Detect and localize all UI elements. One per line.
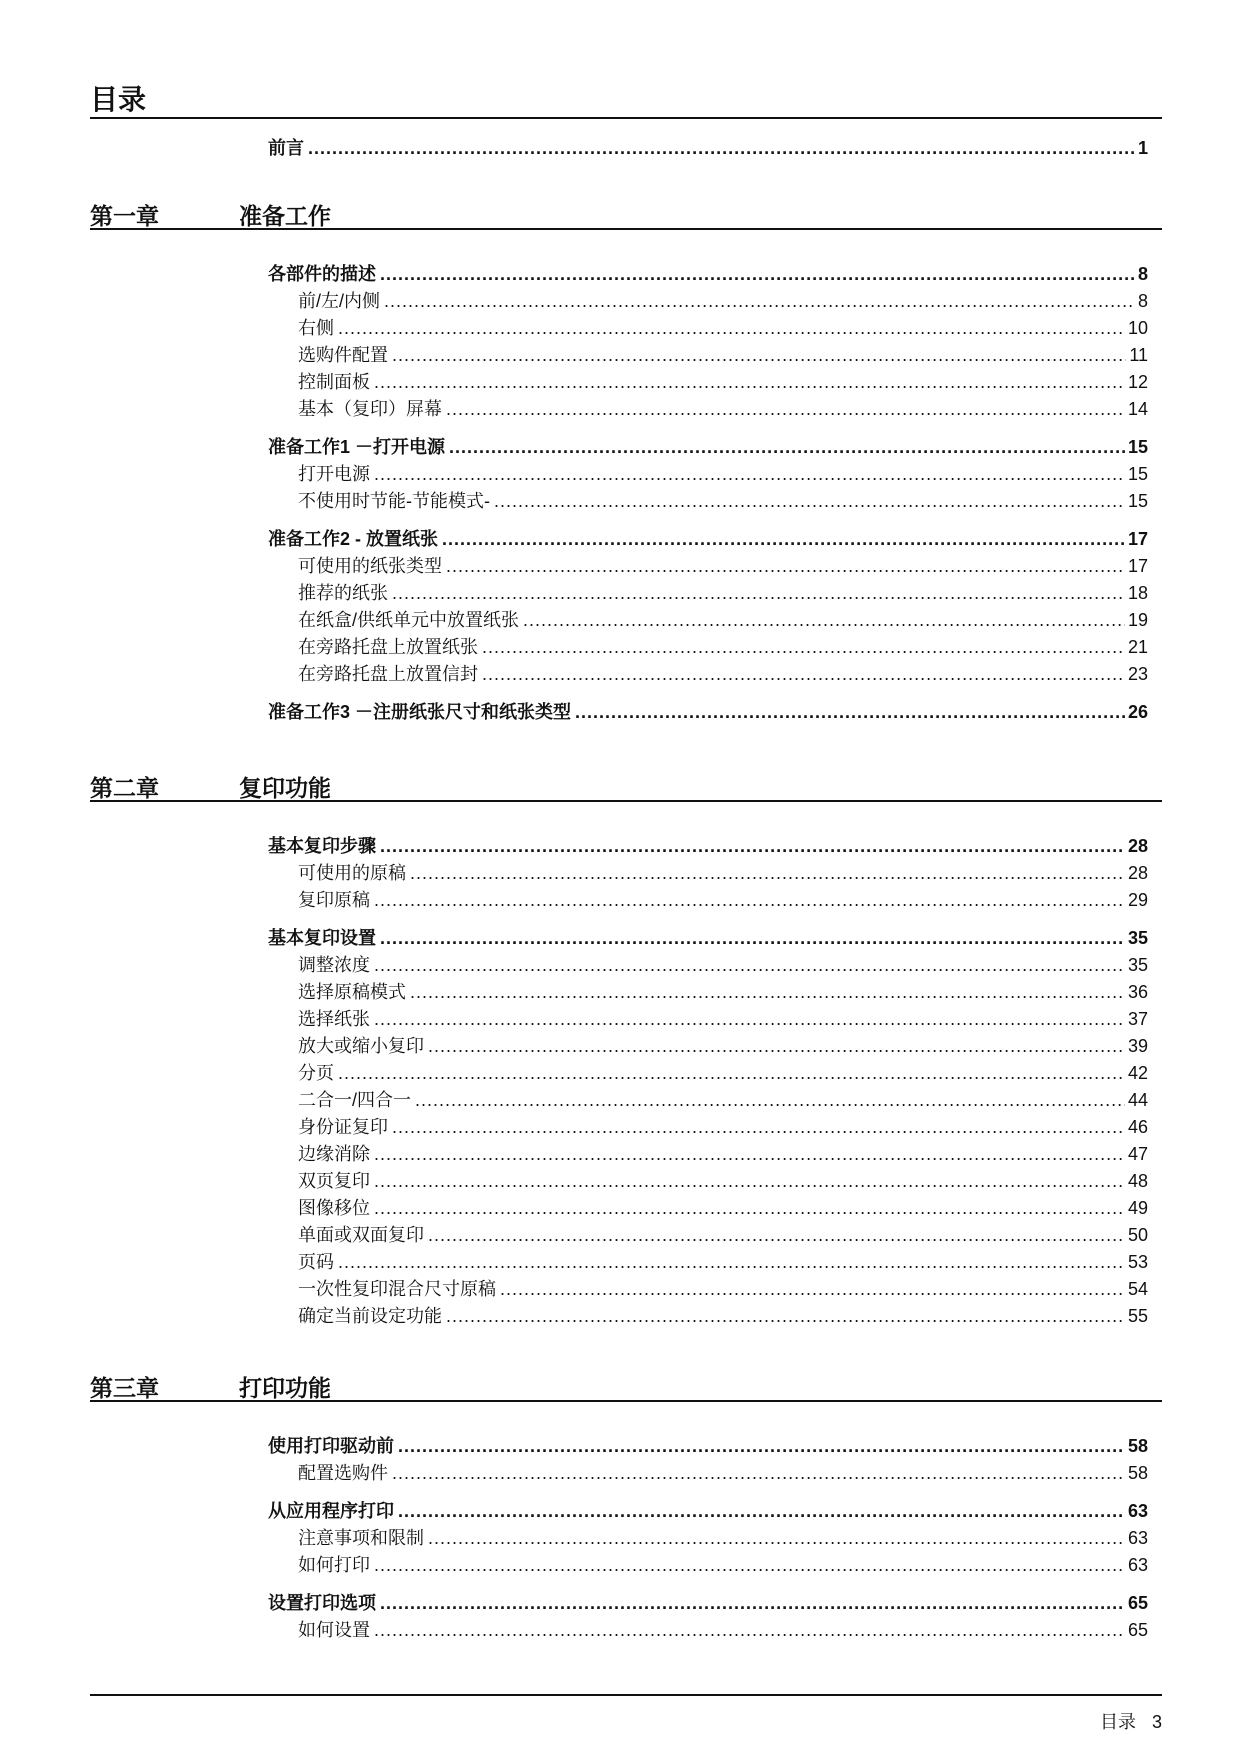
- dot-leader: [374, 887, 1125, 914]
- toc-subsection-entry[interactable]: [268, 1087, 1148, 1114]
- toc-entries: [268, 1433, 1148, 1644]
- toc-subsection-entry[interactable]: [268, 342, 1148, 369]
- entry-page: 47: [1127, 1144, 1148, 1164]
- entry-label: 打开电源: [298, 464, 370, 484]
- entry-page: 15: [1127, 437, 1148, 457]
- toc-subsection-entry[interactable]: [268, 860, 1148, 887]
- toc-entry-preface[interactable]: [268, 135, 1148, 162]
- toc-section-entry[interactable]: [268, 261, 1148, 288]
- entry-page: 10: [1127, 318, 1148, 338]
- entry-label: 基本复印设置: [268, 928, 376, 948]
- entry-page: 11: [1129, 345, 1148, 365]
- entry-page: 63: [1127, 1528, 1148, 1548]
- chapter-heading: [90, 1370, 1162, 1402]
- toc-subsection-entry[interactable]: [268, 396, 1148, 423]
- entry-page: 65: [1127, 1593, 1148, 1613]
- entry-page: 1: [1137, 138, 1148, 158]
- entry-label: 调整浓度: [298, 955, 370, 975]
- toc-subsection-entry[interactable]: [268, 1552, 1148, 1579]
- dot-leader: [374, 952, 1125, 979]
- entry-page: 36: [1127, 982, 1148, 1002]
- entry-label: 二合一/四合一: [298, 1090, 412, 1110]
- toc-subsection-entry[interactable]: [268, 1141, 1148, 1168]
- dot-leader: [374, 369, 1125, 396]
- toc-entries: [268, 833, 1148, 1330]
- dot-leader: [374, 1195, 1125, 1222]
- entry-page: 8: [1137, 264, 1148, 284]
- chapter-number: 第三章: [90, 1375, 159, 1401]
- entry-label: 分页: [298, 1063, 334, 1083]
- entry-label: 边缘消除: [298, 1144, 370, 1164]
- entry-label: 在旁路托盘上放置纸张: [298, 637, 478, 657]
- entry-page: 53: [1127, 1252, 1148, 1272]
- entry-label: 身份证复印: [298, 1117, 388, 1137]
- toc-subsection-entry[interactable]: [268, 1195, 1148, 1222]
- entry-page: 42: [1127, 1063, 1148, 1083]
- chapter-title: 准备工作: [239, 203, 331, 229]
- page-title: 目录: [90, 84, 147, 115]
- toc-section-entry[interactable]: [268, 1433, 1148, 1460]
- entry-page: 18: [1127, 583, 1148, 603]
- entry-page: 37: [1127, 1009, 1148, 1029]
- chapter-number: 第一章: [90, 203, 159, 229]
- entry-label: 选购件配置: [298, 345, 388, 365]
- entry-page: 35: [1127, 928, 1148, 948]
- dot-leader: [415, 1087, 1125, 1114]
- toc-subsection-entry[interactable]: [268, 1222, 1148, 1249]
- dot-leader: [374, 1168, 1125, 1195]
- toc-subsection-entry[interactable]: [268, 887, 1148, 914]
- dot-leader: [380, 1590, 1125, 1617]
- chapter-number: 第二章: [90, 775, 159, 801]
- entry-page: 23: [1127, 664, 1148, 684]
- entry-label: 准备工作2 - 放置纸张: [268, 529, 439, 549]
- entry-page: 19: [1127, 610, 1148, 630]
- entry-label: 前言: [268, 138, 304, 158]
- toc-subsection-entry[interactable]: [268, 1303, 1148, 1330]
- dot-leader: [494, 488, 1125, 515]
- preface-block: [90, 135, 1162, 162]
- footer-label: 目录: [1099, 1712, 1136, 1732]
- dot-leader: [338, 315, 1125, 342]
- toc-section-entry[interactable]: [268, 833, 1148, 860]
- toc-section-entry[interactable]: [268, 434, 1148, 461]
- entry-label: 放大或缩小复印: [298, 1036, 424, 1056]
- page-footer: [1100, 1708, 1162, 1734]
- toc-subsection-entry[interactable]: [268, 634, 1148, 661]
- entry-label: 如何设置: [298, 1620, 370, 1640]
- toc-subsection-entry[interactable]: [268, 1249, 1148, 1276]
- entry-label: 设置打印选项: [268, 1593, 376, 1613]
- toc-subsection-entry[interactable]: [268, 369, 1148, 396]
- toc-group: [268, 261, 1148, 423]
- entry-page: 15: [1127, 491, 1148, 511]
- entry-page: 63: [1127, 1501, 1148, 1521]
- title-rule: [90, 117, 1162, 119]
- entry-label: 推荐的纸张: [298, 583, 388, 603]
- entry-page: 63: [1127, 1555, 1148, 1575]
- footer-rule: [90, 1694, 1162, 1696]
- entry-page: 17: [1127, 529, 1148, 549]
- entry-label: 可使用的纸张类型: [298, 556, 442, 576]
- dot-leader: [428, 1033, 1125, 1060]
- entry-page: 26: [1127, 702, 1148, 722]
- dot-leader: [446, 396, 1125, 423]
- chapter-2: [90, 770, 1162, 1341]
- toc-section-entry[interactable]: [268, 1498, 1148, 1525]
- entry-label: 准备工作1 －打开电源: [268, 437, 446, 457]
- dot-leader: [380, 261, 1135, 288]
- dot-leader: [374, 461, 1125, 488]
- toc-subsection-entry[interactable]: [268, 1168, 1148, 1195]
- dot-leader: [374, 1141, 1125, 1168]
- entry-page: 28: [1127, 863, 1148, 883]
- toc-subsection-entry[interactable]: [268, 580, 1148, 607]
- entry-page: 65: [1127, 1620, 1148, 1640]
- toc-subsection-entry[interactable]: [268, 979, 1148, 1006]
- dot-leader: [446, 1303, 1125, 1330]
- entry-label: 在纸盒/供纸单元中放置纸张: [298, 610, 519, 630]
- dot-leader: [338, 1249, 1125, 1276]
- page-number: 3: [1151, 1712, 1162, 1732]
- dot-leader: [442, 526, 1125, 553]
- entry-label: 页码: [298, 1252, 334, 1272]
- toc-section-entry[interactable]: [268, 1590, 1148, 1617]
- dot-leader: [500, 1276, 1125, 1303]
- toc-subsection-entry[interactable]: [268, 1276, 1148, 1303]
- entry-label: 基本（复印）屏幕: [298, 399, 442, 419]
- entry-label: 注意事项和限制: [298, 1528, 424, 1548]
- dot-leader: [575, 699, 1125, 726]
- entry-page: 46: [1127, 1117, 1148, 1137]
- dot-leader: [380, 925, 1125, 952]
- dot-leader: [410, 860, 1125, 887]
- entry-page: 48: [1127, 1171, 1148, 1191]
- entry-label: 前/左/内侧: [298, 291, 381, 311]
- entry-label: 右侧: [298, 318, 334, 338]
- chapter-title: 打印功能: [239, 1375, 331, 1401]
- toc-subsection-entry[interactable]: [268, 1525, 1148, 1552]
- entry-page: 15: [1127, 464, 1148, 484]
- entry-label: 图像移位: [298, 1198, 370, 1218]
- entry-label: 如何打印: [298, 1555, 370, 1575]
- chapter-3: [90, 1370, 1162, 1655]
- toc-subsection-entry[interactable]: [268, 1033, 1148, 1060]
- entry-label: 不使用时节能-节能模式-: [298, 491, 490, 511]
- dot-leader: [482, 634, 1125, 661]
- toc-section-entry[interactable]: [268, 925, 1148, 952]
- entry-page: 58: [1127, 1463, 1148, 1483]
- dot-leader: [523, 607, 1125, 634]
- dot-leader: [449, 434, 1125, 461]
- dot-leader: [392, 580, 1125, 607]
- entry-page: 12: [1127, 372, 1148, 392]
- entry-page: 55: [1127, 1306, 1148, 1326]
- dot-leader: [374, 1552, 1125, 1579]
- chapter-heading: [90, 198, 1162, 230]
- toc-group: [268, 434, 1148, 515]
- toc-subsection-entry[interactable]: [268, 1617, 1148, 1644]
- entry-page: 50: [1127, 1225, 1148, 1245]
- entry-page: 28: [1127, 836, 1148, 856]
- toc-subsection-entry[interactable]: [268, 1114, 1148, 1141]
- toc-subsection-entry[interactable]: [268, 553, 1148, 580]
- dot-leader: [338, 1060, 1125, 1087]
- dot-leader: [392, 1114, 1125, 1141]
- entry-page: 35: [1127, 955, 1148, 975]
- toc-group: [268, 1433, 1148, 1487]
- dot-leader: [398, 1498, 1125, 1525]
- dot-leader: [428, 1222, 1125, 1249]
- entry-page: 49: [1127, 1198, 1148, 1218]
- toc-group: [268, 1590, 1148, 1644]
- entry-page: 14: [1127, 399, 1148, 419]
- dot-leader: [482, 661, 1125, 688]
- entry-page: 29: [1127, 890, 1148, 910]
- entry-label: 配置选购件: [298, 1463, 388, 1483]
- toc-subsection-entry[interactable]: [268, 461, 1148, 488]
- toc-subsection-entry[interactable]: [268, 952, 1148, 979]
- entry-page: 58: [1127, 1436, 1148, 1456]
- entry-label: 一次性复印混合尺寸原稿: [298, 1279, 496, 1299]
- toc-entries: [268, 261, 1148, 726]
- entry-label: 控制面板: [298, 372, 370, 392]
- toc-section-entry[interactable]: [268, 526, 1148, 553]
- dot-leader: [374, 1617, 1125, 1644]
- toc-group: [268, 925, 1148, 1330]
- dot-leader: [392, 1460, 1125, 1487]
- toc-subsection-entry[interactable]: [268, 1460, 1148, 1487]
- dot-leader: [398, 1433, 1125, 1460]
- toc-group: [268, 1498, 1148, 1579]
- entry-label: 选择原稿模式: [298, 982, 406, 1002]
- entry-label: 双页复印: [298, 1171, 370, 1191]
- dot-leader: [410, 979, 1125, 1006]
- toc-subsection-entry[interactable]: [268, 1060, 1148, 1087]
- dot-leader: [380, 833, 1125, 860]
- entry-label: 使用打印驱动前: [268, 1436, 394, 1456]
- entry-label: 选择纸张: [298, 1009, 370, 1029]
- entry-label: 各部件的描述: [268, 264, 376, 284]
- entry-page: 21: [1127, 637, 1148, 657]
- entry-label: 基本复印步骤: [268, 836, 376, 856]
- dot-leader: [374, 1006, 1125, 1033]
- entry-page: 54: [1127, 1279, 1148, 1299]
- toc-group: [268, 833, 1148, 914]
- dot-leader: [446, 553, 1125, 580]
- toc-subsection-entry[interactable]: [268, 607, 1148, 634]
- toc-group: [268, 526, 1148, 688]
- toc-subsection-entry[interactable]: [268, 1006, 1148, 1033]
- dot-leader: [384, 288, 1135, 315]
- chapter-title: 复印功能: [239, 775, 331, 801]
- entry-label: 复印原稿: [298, 890, 370, 910]
- entry-label: 可使用的原稿: [298, 863, 406, 883]
- chapter-heading: [90, 770, 1162, 802]
- entry-label: 单面或双面复印: [298, 1225, 424, 1245]
- entry-page: 39: [1127, 1036, 1148, 1056]
- dot-leader: [428, 1525, 1125, 1552]
- toc-subsection-entry[interactable]: [268, 288, 1148, 315]
- dot-leader: [392, 342, 1126, 369]
- toc-group: [268, 699, 1148, 726]
- entry-page: 44: [1127, 1090, 1148, 1110]
- entry-label: 从应用程序打印: [268, 1501, 394, 1521]
- entry-page: 17: [1127, 556, 1148, 576]
- toc-subsection-entry[interactable]: [268, 315, 1148, 342]
- toc-section-entry[interactable]: [268, 699, 1148, 726]
- toc-subsection-entry[interactable]: [268, 488, 1148, 515]
- chapter-1: [90, 198, 1162, 737]
- entry-label: 在旁路托盘上放置信封: [298, 664, 478, 684]
- entry-label: 确定当前设定功能: [298, 1306, 442, 1326]
- entry-page: 8: [1137, 291, 1148, 311]
- dot-leader: [308, 135, 1135, 162]
- entry-label: 准备工作3 －注册纸张尺寸和纸张类型: [268, 702, 572, 722]
- toc-subsection-entry[interactable]: [268, 661, 1148, 688]
